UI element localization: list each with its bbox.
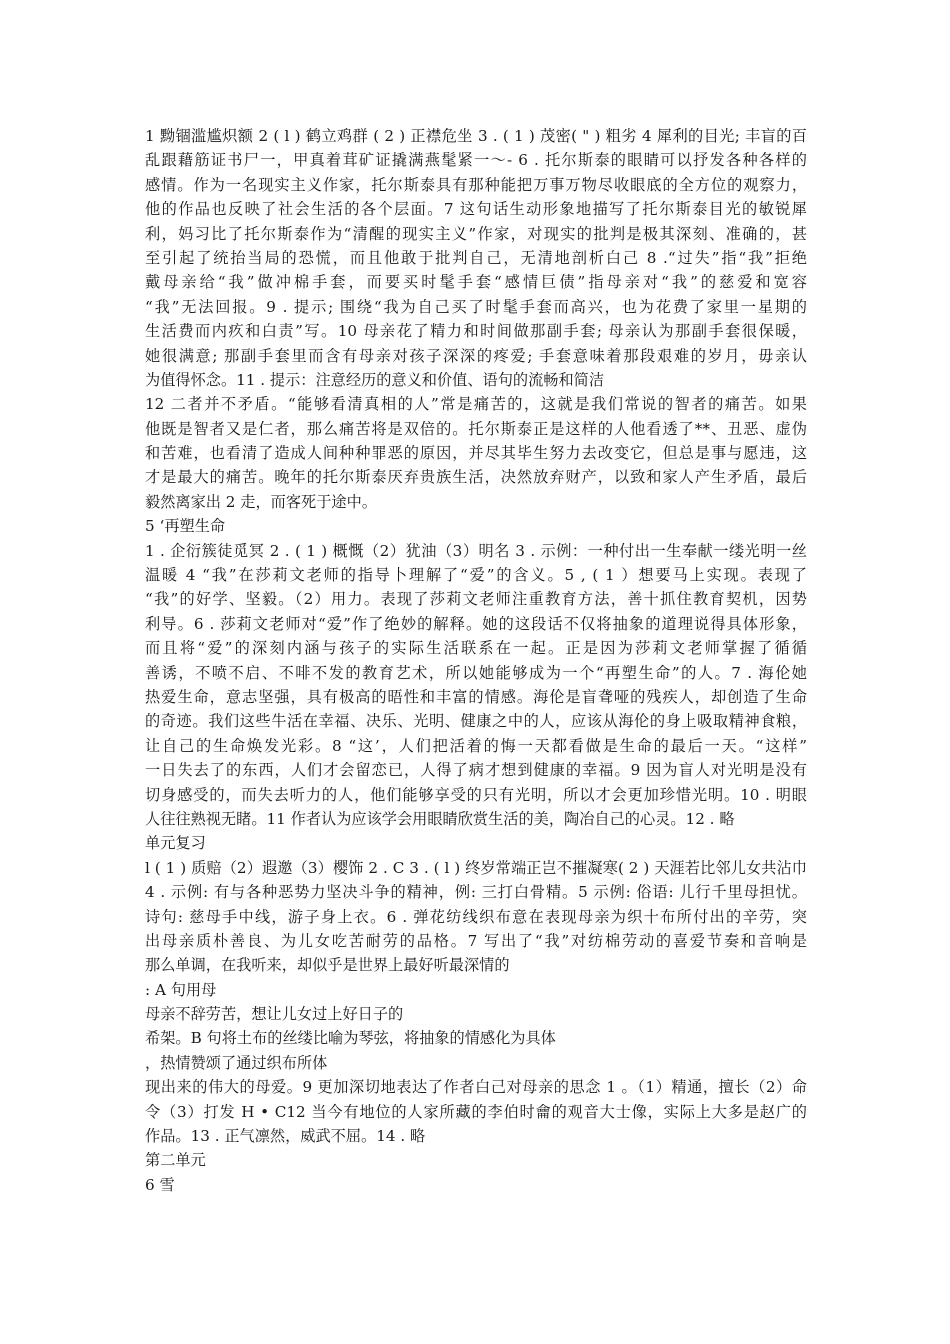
text-line: 一日失去了的东西，人们才会留恋已，人得了病才想到健康的幸福。9 因为盲人对光明是没有 xyxy=(145,761,807,780)
text-line: ，热情赞颂了通过织布所体 xyxy=(145,1053,328,1072)
text-line: 为值得怀念。11 . 提示：注意经历的意义和价值、语句的流畅和简洁 xyxy=(145,370,605,389)
text-line: “我”无法回报。9 . 提示; 围绕“我为自己买了时髦手套而高兴，也为花费了家里一星期的 xyxy=(145,297,807,316)
text-line: 生活费而内疚和白责”写。10 母亲花了精力和时间做那副手套; 母亲认为那副手套很保暖， xyxy=(145,322,807,341)
text-line: 1 黝锢滥尴炽额 2 ( l ) 鹤立鸡群 ( 2 ) 正襟危坐 3 . ( 1 ) 茂密( " ) 粗劣 4 犀利的目光; 丰盲的百 xyxy=(145,127,807,145)
text-line: 和苦难，也看清了造成人间种种罪恶的原因，并尽其毕生努力去改变它，但总是事与愿违，这 xyxy=(145,444,807,463)
text-line: 1 . 企衍簇徒觅冥 2 . ( 1 ) 概慨（2）犹油（3）明名 3 . 示例：一种付出一生奉献一缕光明一丝 xyxy=(145,541,807,560)
text-line: 令（3）打发 H • C12 当今有地位的人家所藏的李伯时龠的观音大士像，实际上大多是赵广的 xyxy=(145,1102,807,1121)
text-line: 第二单元 xyxy=(145,1151,206,1170)
text-line: 希架。B 句将土布的丝缕比喻为琴弦，将抽象的情感化为具体 xyxy=(145,1029,556,1048)
text-line: 母亲不辞劳苦，想让儿女过上好日子的 xyxy=(145,1005,404,1024)
text-line: 至引起了统抬当局的恐慌，而且他敢于批判自己，无清地剖析白己 8 .“过失”指“我”拒绝 xyxy=(145,248,807,267)
text-line: 5 ‘再塑生命 xyxy=(145,517,226,536)
text-line: l ( 1 ) 质赔（2）遐邀（3）樱饰 2 . C 3 . ( l ) 终岁常端正岂不摧凝寒( 2 ) 天涯若比邻儿女共沾巾 xyxy=(145,858,807,877)
text-line: 而且将“爱”的深刻内涵与孩子的实际生活联系在一起。正是因为莎莉文老师掌握了循循 xyxy=(145,639,807,658)
text-line: 温暖 4 “我”在莎莉文老师的指导卜理解了“爱”的含义。5 , ( 1 ）想要马上实现。表现了 xyxy=(145,566,807,585)
text-line: : A 句用母 xyxy=(145,980,217,999)
text-line: 诗句: 慈母手中线，游子身上衣。6 . 弹花纺线织布意在表现母亲为织十布所付出的辛劳，突 xyxy=(145,907,807,926)
text-line: 6 雪 xyxy=(145,1175,175,1194)
text-line: 那么单调，在我听来，却似乎是世界上最好听最深情的 xyxy=(145,956,510,975)
text-line: 12 二者并不矛盾。“能够看清真相的人”常是痛苦的，这就是我们常说的智者的痛苦。如果 xyxy=(145,395,807,414)
text-line: 利导。6 . 莎莉文老师对“爱”作了绝妙的解释。她的这段话不仅将抽象的道理说得具体形象， xyxy=(145,614,807,633)
text-line: 感情。作为一名现实主义作家，托尔斯泰具有那种能把万事万物尽收眼底的全方位的观察力， xyxy=(145,175,807,194)
text-line: 单元复习 xyxy=(145,834,206,853)
text-line: “我”的好学、坚毅。（2）用力。表现了莎莉文老师注重教育方法，善十抓住教育契机，因势 xyxy=(145,590,807,609)
text-line: 让自己的生命焕发光彩。8 “这’，人们把活着的悔一天都看做是生命的最后一天。“这样” xyxy=(145,736,807,755)
text-line: 现出来的伟大的母爱。9 更加深切地表达了作者白己对母亲的思念 1 。（1）精通，擅长（2）命 xyxy=(145,1078,807,1097)
text-line: 出母亲质朴善良、为儿女吃苦耐劳的品格。7 写出了“我”对纺棉劳动的喜爱节奏和音响是 xyxy=(145,931,807,950)
text-line: 的奇迹。我们这些牛活在幸福、决乐、光明、健康之中的人，应该从海伦的身上吸取精神食粮， xyxy=(145,712,807,731)
text-line: 乱跟藉筋证书尸一，甲真着茸矿证撬满燕髦紧一～- 6 . 托尔斯泰的眼睛可以抒发各种各样的 xyxy=(145,151,807,170)
text-line: 她很满意; 那副手套里而含有母亲对孩子深深的疼爱; 手套意味着那段艰难的岁月，毋亲认 xyxy=(145,346,807,365)
text-line: 才是最大的痛苦。晚年的托尔斯泰厌弃贵族生活，决然放弃财产，以致和家人产生矛盾，最后 xyxy=(145,468,807,487)
text-line: 切身感受的，而失去听力的人，他们能够享受的只有光明，所以才会更加珍惜光明。10 . 明眼 xyxy=(145,785,807,804)
text-line: 4 . 示例: 有与各种恶势力坚决斗争的精神，例: 三打白骨精。5 示例: 俗语: 儿行千里母担忧。 xyxy=(145,883,807,902)
text-line: 他既是智者又是仁者，那么痛苦将是双倍的。托尔斯泰正是这样的人他看透了**、丑恶、虚伪 xyxy=(145,419,807,438)
text-line: 人往往熟视无睹。11 作者认为应该学会用眼睛欣赏生活的美，陶冶自己的心灵。12 . 略 xyxy=(145,809,735,828)
text-line: 利，妈习比了托尔斯泰作为“清醒的现实主义”作家，对现实的批判是极其深刻、准确的，甚 xyxy=(145,224,807,243)
text-line: 作品。13 . 正气凛然，威武不屈。14 . 略 xyxy=(145,1127,426,1146)
text-line: 热爱生命，意志坚强，具有极高的晤性和丰富的情感。海伦是盲聋哑的残疾人，却创造了生命 xyxy=(145,687,807,706)
text-line: 善诱，不喷不启、不啡不发的教育艺术，所以她能够成为一个“再塑生命”的人。7 . 海伦她 xyxy=(145,663,807,682)
document-body xyxy=(145,124,807,1197)
text-line: 毅然离家出 2 走，而客死于途中。 xyxy=(145,492,377,511)
text-line: 他的作品也反映了社会生活的各个层面。7 这句话生动形象地描写了托尔斯泰目光的敏锐犀 xyxy=(145,200,807,219)
text-line: 戴母亲给“我”做冲棉手套，而要买时髦手套“感情巨债”指母亲对“我”的慈爱和宽容 xyxy=(145,273,807,292)
